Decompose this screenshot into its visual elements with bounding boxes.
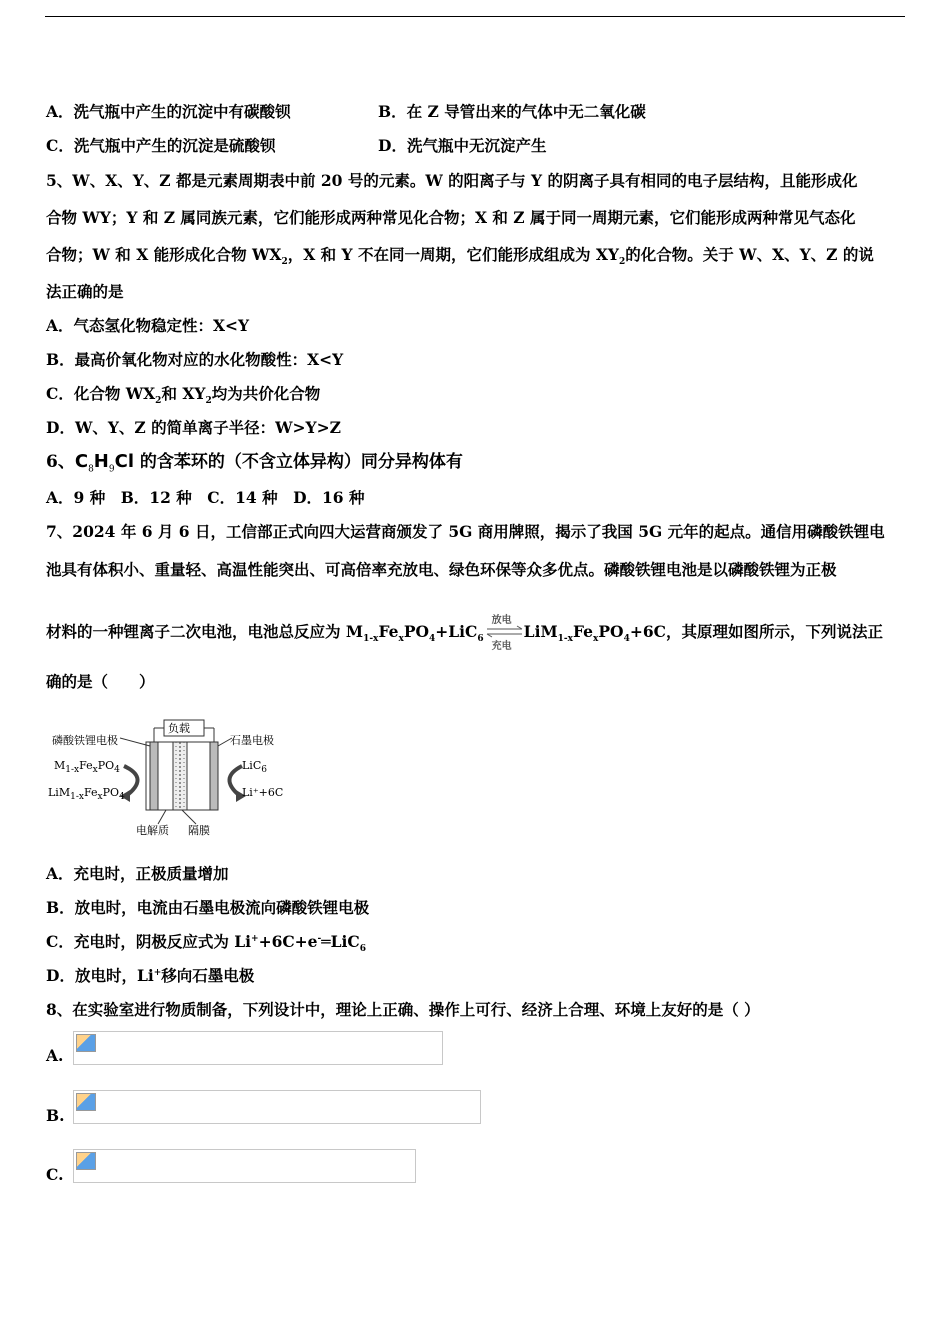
right-reactant-label: LiC$_6$ — [242, 759, 267, 776]
separator-label: 隔膜 — [188, 824, 210, 837]
left-product-label: $LiM_{1-x}Fe_xPO_4$ — [48, 786, 125, 803]
q5-stem-line3: 合物；W 和 X 能形成化合物 $WX_2$，X 和 Y 不在同一周期，它们能形成组成为 $XY_2$的化合物。关于 W、X、Y、Z 的说 — [46, 245, 874, 268]
broken-image-icon — [76, 1152, 96, 1170]
q8-option-b-label: B. — [46, 1106, 65, 1125]
electrolyte-label: 电解质 — [136, 824, 169, 837]
q5-stem-line1: 5、W、X、Y、Z 都是元素周期表中前 20 号的元素。W 的阳离子与 Y 的阴离子具有相同的电子层结构，且能形成化 — [46, 171, 858, 190]
lfp-electrode-label: 磷酸铁锂电极 — [52, 734, 118, 747]
broken-image-icon — [76, 1034, 96, 1052]
q7-stem-line3: 材料的一种锂离子二次电池，电池总反应为 $M_{1-x}Fe_xPO_4+LiC_6$ 放电 充电 $LiM_{1-x}Fe_xPO_4+6C$，其原理如图所示，下列说法正 — [46, 615, 883, 652]
broken-image-icon — [76, 1093, 96, 1111]
q8-stem: 8、在实验室进行物质制备，下列设计中，理论上正确、操作上可行、经济上合理、环境上友好的是（ ） — [46, 1000, 760, 1019]
q8-option-a-image — [73, 1031, 443, 1065]
q7-option-c: C．充电时，阴极反应式为 Li++6C+e-═LiC$_6$ — [46, 932, 367, 955]
q5-option-a: A．气态氢化物稳定性：X<Y — [46, 316, 250, 335]
q5-option-c: C．化合物 $WX_2$和 $XY_2$均为共价化合物 — [46, 384, 321, 407]
header-rule — [45, 16, 905, 17]
q6-options: A．9 种 B．12 种 C．14 种 D．16 种 — [46, 488, 365, 507]
q4-option-b: B．在 Z 导管出来的气体中无二氧化碳 — [378, 102, 646, 121]
q8-option-c-image — [73, 1149, 416, 1183]
q7-stem-line2: 池具有体积小、重量轻、高温性能突出、可高倍率充放电、绿色环保等众多优点。磷酸铁锂电池是以磷酸铁锂为正极 — [46, 560, 837, 579]
q8-option-c-label: C. — [46, 1165, 64, 1184]
q8-option-b-image — [73, 1090, 481, 1124]
reversible-arrow: 放电 充电 — [484, 623, 524, 643]
q4-option-a: A．洗气瓶中产生的沉淀中有碳酸钡 — [46, 102, 291, 121]
q7-stem-line4: 确的是（ ） — [46, 672, 155, 691]
q7-option-b: B．放电时，电流由石墨电极流向磷酸铁锂电极 — [46, 898, 370, 917]
q4-option-c: C．洗气瓶中产生的沉淀是硫酸钡 — [46, 136, 276, 155]
q6-stem: 6、$C_8H_9Cl$ 的含苯环的（不含立体异构）同分异构体有 — [46, 451, 463, 475]
q7-option-a: A．充电时，正极质量增加 — [46, 864, 229, 883]
q7-option-d: D．放电时，Li+移向石墨电极 — [46, 966, 255, 985]
q5-option-d: D．W、Y、Z 的简单离子半径：W>Y>Z — [46, 418, 341, 437]
q5-stem-line2: 合物 WY；Y 和 Z 属同族元素，它们能形成两种常见化合物；X 和 Z 属于同一周期元素，它们能形成两种常见气态化 — [46, 208, 856, 227]
graphite-electrode-label: 石墨电极 — [230, 734, 274, 747]
load-label: 负载 — [168, 722, 190, 735]
q5-option-b: B．最高价氧化物对应的水化物酸性：X<Y — [46, 350, 344, 369]
left-reactant-label: $M_{1-x}Fe_xPO_4$ — [54, 759, 120, 776]
right-product-label: Li⁺+6C — [242, 786, 284, 799]
q8-option-a-label: A. — [46, 1046, 64, 1065]
q7-stem-line1: 7、2024 年 6 月 6 日，工信部正式向四大运营商颁发了 5G 商用牌照，揭示了我国 5G 元年的起点。通信用磷酸铁锂电 — [46, 522, 885, 541]
battery-diagram — [46, 716, 296, 840]
q4-option-d: D．洗气瓶中无沉淀产生 — [378, 136, 547, 155]
q5-stem-line4: 法正确的是 — [46, 282, 124, 301]
